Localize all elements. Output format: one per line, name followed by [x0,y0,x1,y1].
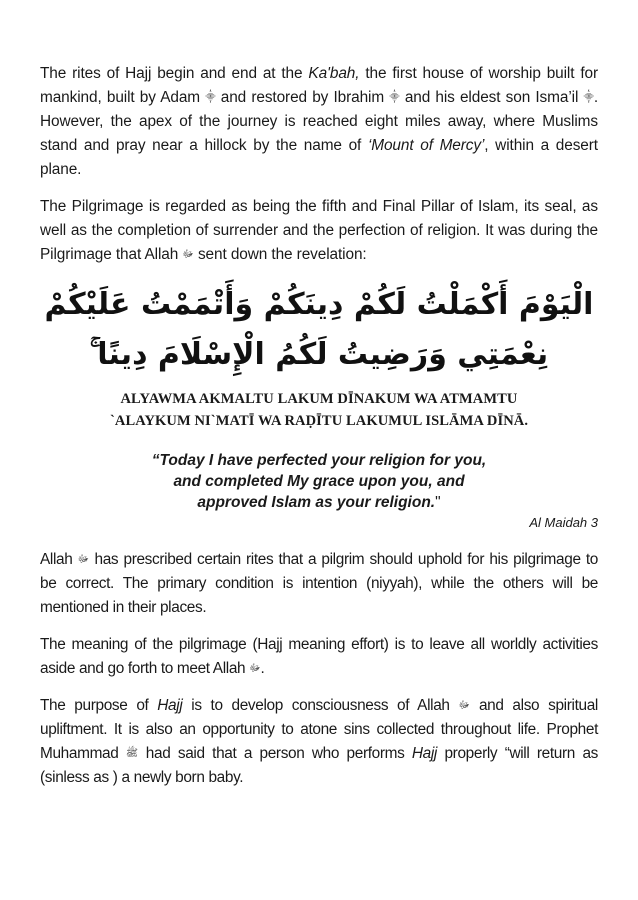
text-segment: Allah [40,551,78,568]
hajj-term: Hajj [157,697,183,714]
paragraph-prescribed-rites [40,548,598,620]
text-segment: is to develop consciousness of Allah [182,697,459,714]
closing-quote: " [435,494,441,511]
verse-translation [40,450,598,513]
transliteration-line-1: ALYAWMA AKMALTU LAKUM DĪNAKUM WA ATMAMTU [120,391,518,407]
peace-be-upon-him-icon: ⸎ [389,92,400,103]
text-segment: The Pilgrimage is regarded as being the fifth and Final Pillar of Islam, its seal, as well as the completion of surrender and the perfection of religion. It was during the Pilgrimage that Allah [40,198,598,263]
transliteration-line-2: `ALAYKUM NI`MATĪ WA RAḌĪTU LAKUMUL ISLĀMA DĪNĀ. [109,413,529,429]
glorified-exalted-icon: ﷻ [458,700,470,711]
text-segment: . However, the apex of the journey is reached eight miles away, where Muslims stand and pray near a hillock by the name of [40,89,598,154]
paragraph-meaning-of-pilgrimage [40,633,598,681]
text-segment: , within a desert plane. [40,137,598,178]
paragraph-purpose-of-hajj [40,694,598,790]
text-segment: sent down the revelation: [193,246,367,263]
paragraph-kabah [40,62,598,182]
hajj-term: Hajj [411,745,438,762]
text-segment: . [260,660,265,677]
arabic-verse-line-1: الْيَوْمَ أَكْمَلْتُ لَكُمْ دِينَكُمْ وَأَتْمَمْتُ عَلَيْكُمْ [44,287,594,322]
arabic-verse-line-2: نِعْمَتِي وَرَضِيتُ لَكُمُ الْإِسْلَامَ دِينًا ۚ [89,337,549,372]
prophet-salutation-icon: ﷺ [125,748,138,759]
glorified-exalted-icon: ﷻ [249,663,261,674]
paragraph-pilgrimage-pillar [40,195,598,267]
text-segment: The rites of Hajj begin and end at the [40,65,309,82]
text-segment: had said that a person who performs [138,745,412,762]
text-segment: and his eldest son Isma’il [399,89,584,106]
verse-source: Al Maidah 3 [529,515,598,530]
mount-of-mercy-term: ‘Mount of Mercy’ [367,137,485,154]
page-content [40,62,598,803]
text-segment: has prescribed certain rites that a pilgrim should uphold for his pilgrimage to be correct. The primary condition is intention (niyyah), while the others will be mentioned in their places. [40,551,598,616]
translation-line-3: approved Islam as your religion. [197,494,436,511]
peace-be-upon-him-icon: ⸎ [583,92,594,103]
text-segment: The purpose of [40,697,158,714]
glorified-exalted-icon: ﷻ [77,554,89,565]
text-segment: and restored by Ibrahim [215,89,390,106]
kabah-term: Ka'bah, [308,65,360,82]
peace-be-upon-him-icon: ⸎ [205,92,216,103]
text-segment: the first house of worship built for mankind, built by Adam [40,65,599,106]
translation-line-1: “Today I have perfected your religion for you, [151,452,487,469]
glorified-exalted-icon: ﷻ [182,249,194,260]
text-segment: and also spiritual upliftment. It is also an opportunity to atone sins collected throughout life. Prophet Muhammad [40,697,598,762]
text-segment: properly “will return as (sinless as ) a newly born baby. [40,745,598,786]
text-segment: The meaning of the pilgrimage (Hajj meaning effort) is to leave all worldly activities aside and go forth to meet Allah [40,636,598,677]
translation-line-2: and completed My grace upon you, and [173,473,465,490]
